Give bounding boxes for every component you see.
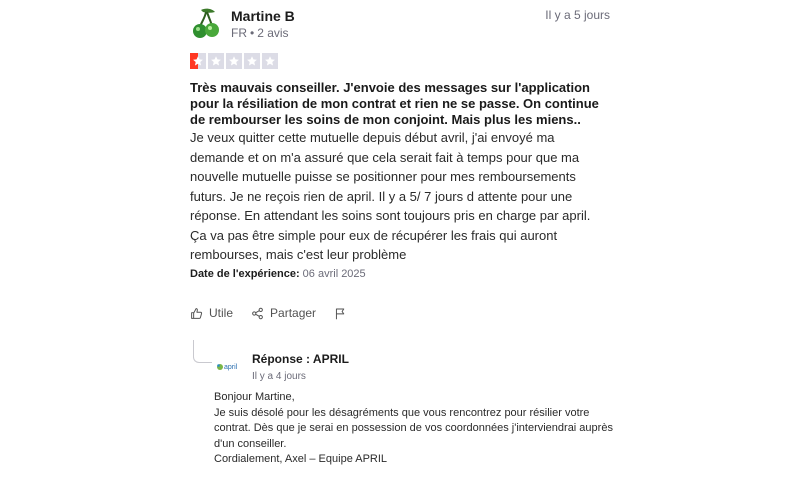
share-icon [251,307,264,320]
experience-date [190,268,366,280]
reply-body [214,390,614,468]
author-name[interactable]: Martine B [231,8,295,24]
cherries-avatar-icon [191,6,221,40]
share-button[interactable] [251,306,316,320]
star-icon [244,53,260,69]
thumbs-up-icon [190,307,203,320]
star-icon [208,53,224,69]
reply-title: Réponse : APRIL [252,352,349,366]
reply-date: Il y a 4 jours [252,371,306,382]
star-icon [226,53,242,69]
experience-label: Date de l'expérience: [190,268,300,280]
reply-connector [193,340,212,363]
reply-line: Cordialement, Axel – Equipe APRIL [214,453,388,465]
useful-label: Utile [209,306,234,320]
useful-button[interactable] [190,306,233,320]
author-review-count: 2 avis [257,26,289,40]
star-icon [262,53,278,69]
author-country: FR [231,26,247,40]
april-logo [216,357,244,377]
report-button[interactable] [334,307,347,320]
review-actions [190,306,347,320]
review-date: Il y a 5 jours [545,8,610,22]
share-label: Partager [270,306,317,320]
reply-line: Bonjour Martine, [214,391,295,403]
reply-line: Je suis désolé pour les désagréments que vous rencontrez pour résilier votre contrat. Dès que je serai en possession de vos coordonnées j'interviendrai auprès d'un conseiller. [214,406,613,450]
experience-date-value: 06 avril 2025 [302,268,366,280]
review-body: Je veux quitter cette mutuelle depuis début avril, j'ai envoyé ma demande et on m'a assuré que cela serait fait à temps pour que ma nouvelle mutuelle puisse se positionner pour mes remboursements futurs. Je ne reçois rien de april. Il y a 5/ 7 jours d attente pour une réponse. En attendant les soins sont toujours pris en charge par april. Ça va pas être simple pour eux de récupérer les frais qui auront rembourses, mais c'est leur problème [190,130,591,262]
star-icon [190,53,206,69]
author-meta: FR • 2 avis [231,26,289,40]
review-title: Très mauvais conseiller. J'envoie des messages sur l'application pour la résiliation de mon contrat et rien ne se passe. On continue de rembourser les soins de mon conjoint. Mais plus les miens.. [190,80,599,127]
star-rating [190,53,278,69]
svg-text:april: april [224,364,238,371]
flag-icon [334,307,347,320]
